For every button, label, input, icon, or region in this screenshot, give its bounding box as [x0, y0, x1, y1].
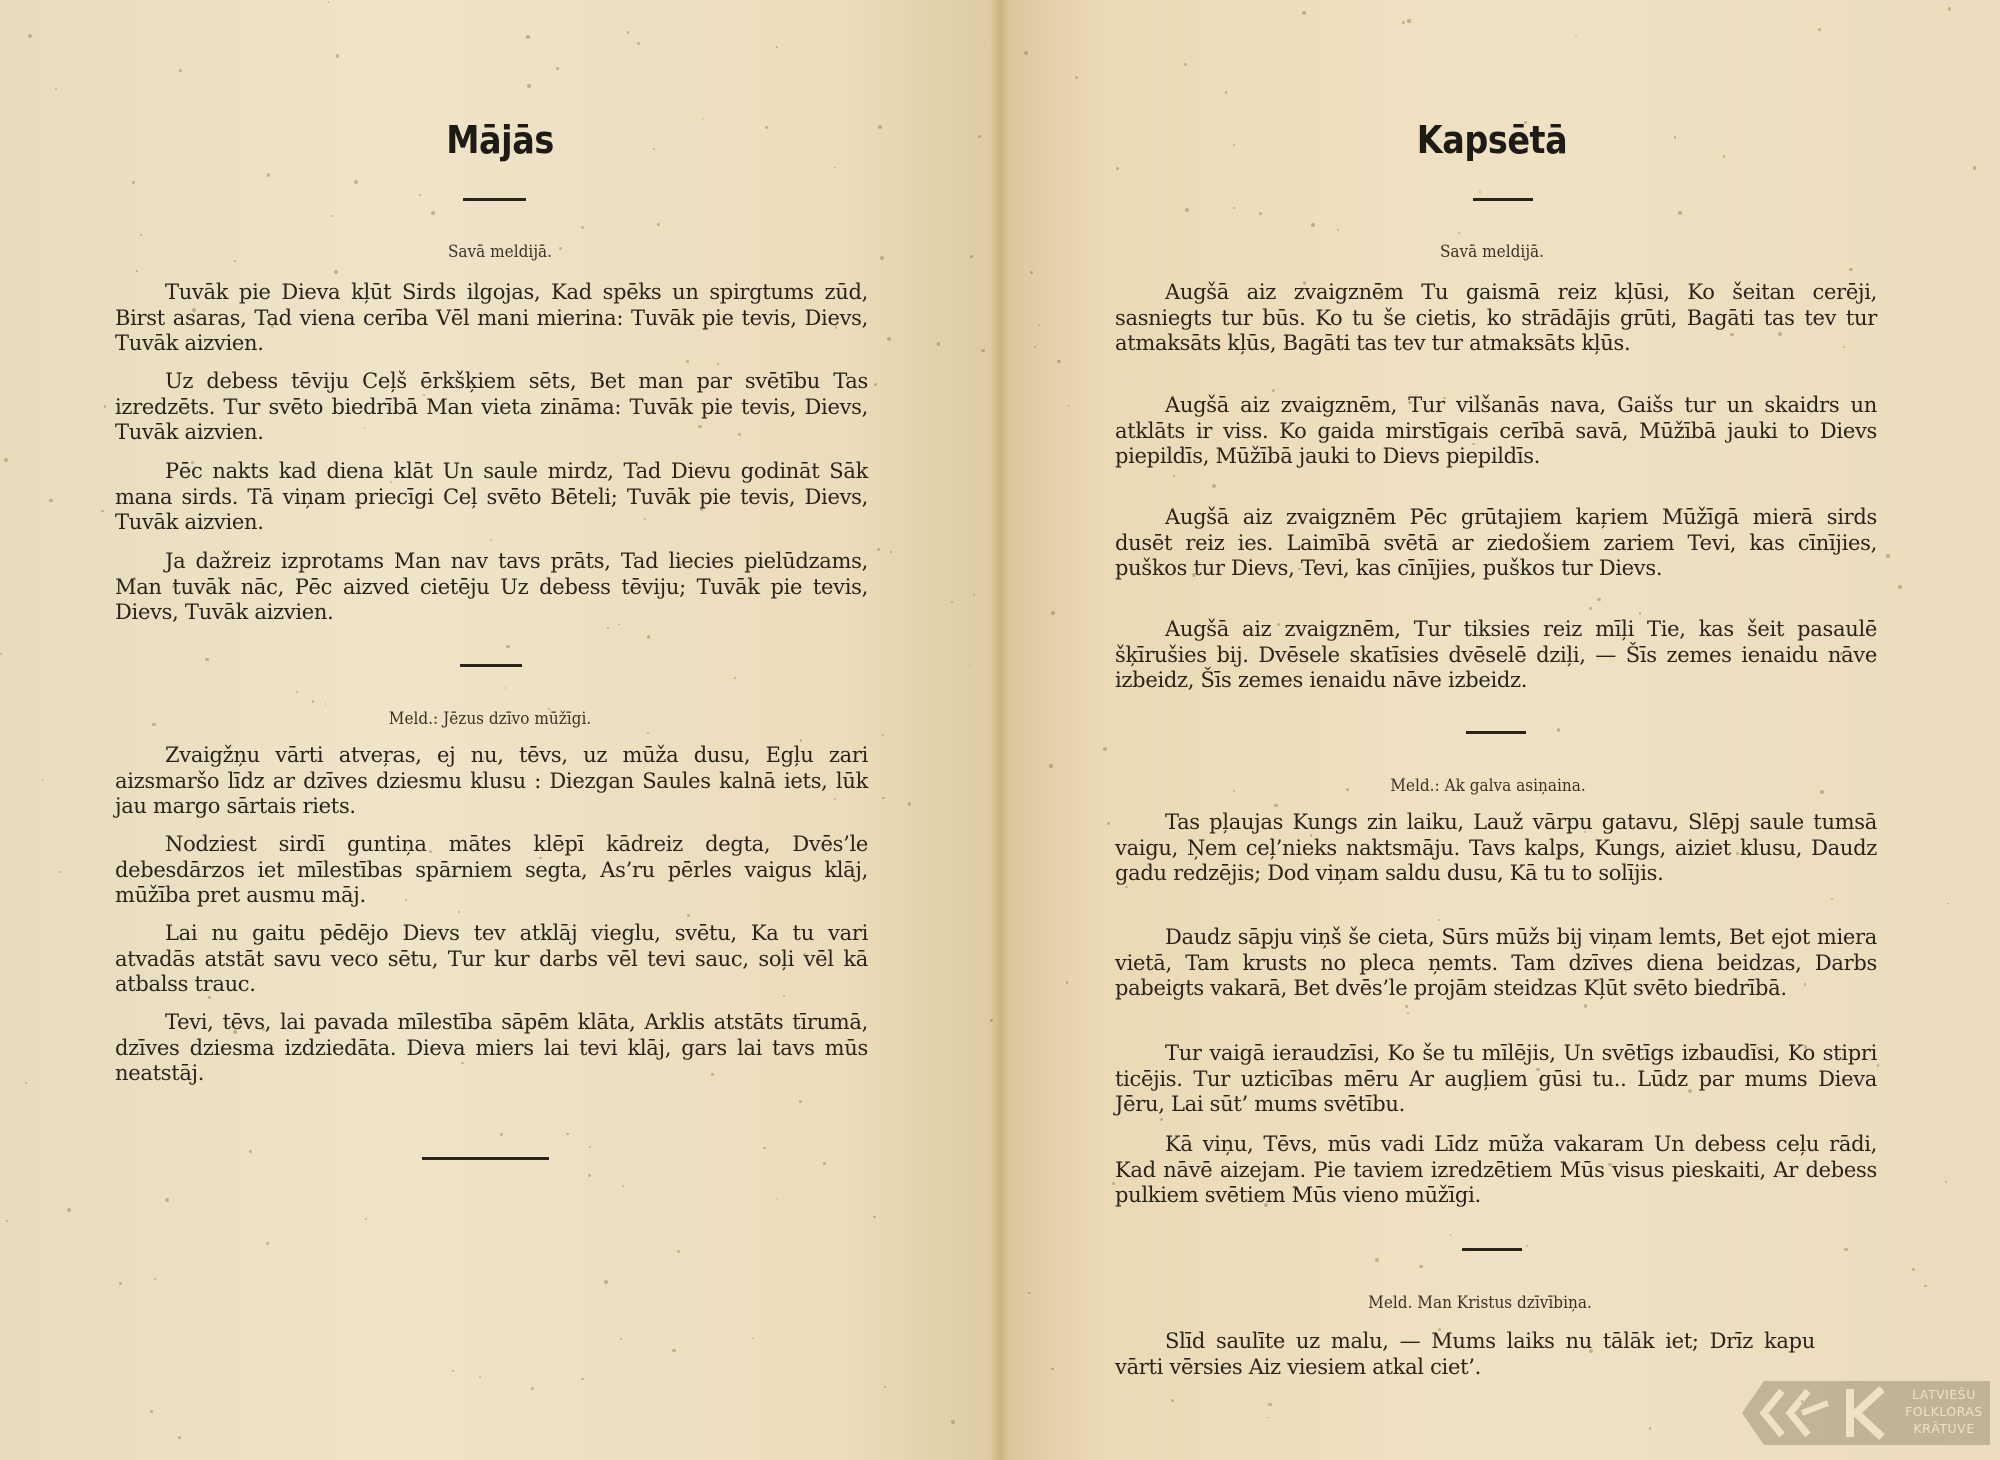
paper-speck — [698, 425, 701, 428]
paper-speck — [1779, 824, 1782, 827]
paper-speck — [1302, 11, 1306, 15]
section-rule — [460, 664, 522, 667]
paper-speck — [1625, 970, 1627, 972]
section-rule — [1466, 731, 1526, 734]
paper-speck — [677, 1250, 680, 1253]
paper-speck — [830, 786, 832, 788]
paper-speck — [419, 194, 421, 196]
paper-speck — [1068, 405, 1070, 407]
paper-speck — [452, 1370, 454, 1372]
paper-speck — [555, 963, 558, 966]
paper-speck — [734, 677, 736, 679]
paper-speck — [479, 1376, 481, 1378]
paper-speck — [1264, 1203, 1268, 1207]
paper-speck — [1407, 1012, 1409, 1014]
paper-speck — [908, 802, 911, 805]
paper-speck — [1843, 346, 1845, 348]
paper-speck — [1674, 136, 1676, 138]
paper-speck — [1233, 790, 1235, 792]
paper-speck — [1438, 1328, 1441, 1331]
paper-speck — [1184, 63, 1187, 66]
paper-speck — [672, 1349, 675, 1352]
stanza: Augšā aiz zvaigznēm, Tur vilšanās nava, Gaišs tur un skaidrs un atklāts ir viss. Ko gaida mirstīgais cerībā savā, Mūžībā jauki to Dievs piepildīs, Mūžībā jauki to Dievs piepildīs. — [1115, 393, 1877, 468]
stanza: Kā viņu, Tēvs, mūs vadi Līdz mūža vakaram Un debess ceļu rādi, Kad nāvē aizejam. Pie taviem izredzētiem Mūs visus pieskaiti, Ar debess pulkiem svētiem Mūs vieno mūžīgi. — [1115, 1132, 1877, 1207]
paper-speck — [1375, 1258, 1379, 1262]
paper-speck — [4, 458, 8, 462]
section-rule — [1462, 1248, 1522, 1251]
paper-speck — [566, 1133, 569, 1136]
paper-speck — [1212, 484, 1216, 488]
stanza: Nodziest sirdī guntiņa mātes klēpī kādreiz degta, Dvēs’le debesdārzos iet mīlestības spārniem segta, As’ru pērles vaigus klāj, mūžība pret ausmu māj. — [115, 832, 868, 907]
stanza: Tuvāk pie Dieva kļūt Sirds ilgojas, Kad spēks un spirgtums zūd, Birst asaras, Tad viena cerība Vēl mani mierina: Tuvāk pie tevis, Dievs, Tuvāk aizvien. — [115, 280, 868, 355]
paper-speck — [1584, 1004, 1587, 1007]
paper-speck — [1789, 960, 1791, 962]
paper-speck — [293, 477, 295, 479]
stanza: Slīd saulīte uz malu, — Mums laiks nu tālāk iet; Drīz kapu vārti vērsies Aiz viesiem atkal ciet’. — [1115, 1329, 1815, 1379]
paper-speck — [423, 394, 425, 396]
paper-speck — [1756, 1047, 1759, 1050]
melody-note: Savā meldijā. — [447, 242, 553, 262]
paper-speck — [355, 499, 359, 503]
paper-speck — [59, 871, 61, 873]
paper-speck — [1259, 212, 1262, 215]
paper-speck — [205, 658, 208, 661]
paper-speck — [702, 465, 704, 467]
title-rule — [463, 198, 526, 201]
paper-speck — [334, 270, 338, 274]
paper-speck — [800, 739, 802, 741]
paper-speck — [1419, 1265, 1422, 1268]
paper-speck — [1173, 475, 1175, 477]
paper-speck — [1051, 611, 1055, 615]
paper-speck — [803, 953, 805, 955]
paper-speck — [132, 181, 135, 184]
paper-speck — [178, 1436, 181, 1439]
paper-speck — [1103, 747, 1107, 751]
paper-speck — [150, 1410, 153, 1413]
paper-speck — [165, 1198, 169, 1202]
paper-speck — [653, 148, 655, 150]
paper-speck — [981, 349, 984, 352]
paper-speck — [1379, 292, 1382, 295]
paper-speck — [312, 700, 315, 703]
paper-speck — [990, 1019, 993, 1022]
paper-speck — [136, 270, 138, 272]
paper-speck — [1057, 360, 1061, 364]
paper-speck — [1877, 1064, 1880, 1067]
paper-speck — [620, 1338, 622, 1340]
paper-speck — [1536, 1068, 1539, 1071]
paper-speck — [208, 996, 210, 998]
paper-speck — [271, 325, 274, 328]
stanza: Augšā aiz zvaigznēm Tu gaismā reiz kļūsi, Ko šeitan cerēji, sasniegts tur būs. Ko tu še cietis, ko strādājis grūti, Bagāti tas tev tur atmaksāts kļūs, Bagāti tas tev tur atmaksāts kļūs. — [1115, 280, 1877, 355]
paper-speck — [1818, 28, 1821, 31]
paper-speck — [1456, 400, 1458, 402]
melody-note: Meld.: Jēzus dzīvo mūžīgi. — [388, 709, 592, 729]
stanza: Lai nu gaitu pēdējo Dievs tev atklāj vieglu, svētu, Ka tu vari atvadās atstāt savu veco sētu, Tur kur darbs vēl tevi sauc, soļi vēl kā atbalss trauc. — [115, 921, 868, 996]
paper-speck — [1107, 822, 1109, 824]
paper-speck — [364, 427, 366, 429]
paper-speck — [511, 720, 513, 722]
paper-speck — [884, 1386, 886, 1388]
paper-speck — [1849, 268, 1852, 271]
paper-speck — [1225, 91, 1227, 93]
logo-line: FOLKLORAS — [1905, 1404, 1983, 1419]
paper-speck — [156, 874, 159, 877]
paper-speck — [1185, 208, 1189, 212]
paper-speck — [1575, 36, 1577, 38]
paper-speck — [1125, 886, 1127, 888]
paper-speck — [880, 256, 884, 260]
paper-speck — [1277, 623, 1280, 626]
stanza: Augšā aiz zvaigznēm Pēc grūtajiem kaŗiem Mūžīgā mierā sirds dusēt reiz ies. Laimībā svētā ar ziedošiem zariem Tevi, kas cīnījies, puškos tur Dievs, Tevi, kas cīnījies, puškos tur Dievs. — [1115, 505, 1877, 580]
paper-speck — [49, 499, 52, 502]
stanza: Zvaigžņu vārti atveŗas, ej nu, tēvs, uz mūža dusu, Egļu zari aizsmaršo līdz ar dzīves dziesmu klusu : Diezgan Saules kalnā iets, lūk jau margo sārtais riets. — [115, 743, 868, 818]
stanza: Tevi, tēvs, lai pavada mīlestība sāpēm klāta, Arklis atstāts tīrumā, dzīves dziesma izdziedāta. Dieva miers lai tevi klāj, gars lai tavs mūs neatstāj. — [115, 1010, 868, 1085]
paper-speck — [67, 1208, 71, 1212]
paper-speck — [527, 84, 531, 88]
paper-speck — [1028, 1292, 1031, 1295]
paper-speck — [687, 914, 690, 917]
paper-speck — [1355, 938, 1358, 941]
paper-speck — [1973, 166, 1976, 169]
paper-speck — [1438, 919, 1440, 921]
stanza: Augšā aiz zvaigznēm, Tur tiksies reiz mīļi Tie, kas šeit pasaulē šķīrušies bij. Dvēsele skatīsies dvēselē dziļi, — Šīs zemes ienaidu nāve izbeidz, Šīs zemes ienaidu nāve izbeidz. — [1115, 617, 1877, 692]
melody-note: Meld.: Ak galva asiņaina. — [1390, 776, 1586, 796]
page-title-kapseta: Kapsētā — [1416, 118, 1568, 162]
paper-speck — [1407, 19, 1410, 22]
paper-speck — [1840, 652, 1843, 655]
paper-speck — [738, 433, 741, 436]
paper-speck — [1898, 585, 1902, 589]
paper-speck — [500, 1133, 503, 1136]
paper-speck — [506, 645, 509, 648]
melody-note: Meld. Man Kristus dzīvībiņa. — [1368, 1293, 1592, 1313]
paper-speck — [1736, 852, 1739, 855]
paper-speck — [119, 1282, 122, 1285]
paper-speck — [354, 180, 358, 184]
stanza: Uz debess tēviju Ceļš ērkšķiem sēts, Bet man par svētību Tas izredzēts. Tur svēto biedrībā Man vieta zināma: Tuvāk pie tevis, Dievs, Tuvāk aizvien. — [115, 369, 868, 444]
paper-speck — [1820, 790, 1823, 793]
paper-speck — [336, 54, 340, 58]
paper-speck — [1233, 144, 1235, 146]
paper-speck — [249, 1150, 252, 1153]
paper-speck — [1272, 389, 1275, 392]
paper-speck — [823, 1162, 826, 1165]
paper-speck — [1402, 777, 1404, 779]
paper-speck — [1408, 401, 1411, 404]
end-rule — [422, 1157, 549, 1160]
paper-speck — [1303, 281, 1306, 284]
archive-logo-watermark — [1742, 1381, 1990, 1445]
paper-speck — [1479, 191, 1481, 193]
title-rule — [1473, 198, 1533, 201]
paper-speck — [154, 1278, 156, 1280]
paper-speck — [951, 1420, 955, 1424]
paper-speck — [234, 260, 236, 262]
paper-speck — [172, 585, 175, 588]
paper-speck — [101, 510, 103, 512]
paper-speck — [1778, 332, 1782, 336]
logo-line: KRĀTUVE — [1913, 1421, 1975, 1436]
stanza: Ja dažreiz izprotams Man nav tavs prāts, Tad liecies pielūdzams, Man tuvāk nāc, Pēc aizved cietēju Uz debess tēviju; Tuvāk pie tevis, Dievs, Tuvāk aizvien. — [115, 549, 868, 624]
paper-speck — [1346, 788, 1349, 791]
page-fold — [990, 0, 1010, 1460]
logo-line: LATVIEŠU — [1912, 1387, 1976, 1402]
paper-speck — [1557, 728, 1560, 731]
paper-speck — [1804, 1045, 1807, 1048]
paper-speck — [581, 226, 584, 229]
paper-speck — [1116, 167, 1119, 170]
paper-speck — [644, 518, 646, 520]
stanza: Daudz sāpju viņš še cieta, Sūrs mūžs bij viņam lemts, Bet ejot miera vietā, Tam krusts no pleca ņemts. Tam dzīves diena beidzas, Darbs pabeigts vakarā, Bet dvēs’le projām steidzas Kļūt svēto biedrībā. — [1115, 925, 1877, 1000]
paper-speck — [1051, 1368, 1054, 1371]
paper-speck — [878, 125, 882, 129]
paper-speck — [152, 723, 155, 726]
paper-speck — [431, 211, 435, 215]
paper-speck — [1678, 211, 1682, 215]
paper-speck — [1233, 207, 1235, 209]
paper-speck — [1526, 1245, 1528, 1247]
paper-speck — [1310, 834, 1312, 836]
paper-speck — [192, 308, 196, 312]
stanza: Tas pļaujas Kungs zin laiku, Lauž vārpu gatavu, Slēpj saule tumsā vaigu, Ņem ceļ’nieks naktsmāju. Tavs kalps, Kungs, aiziet klusu, Daudz gadu redzējis; Dod viņam saldu dusu, Kā tu to solījis. — [1115, 810, 1877, 885]
paper-speck — [763, 1147, 766, 1150]
paper-speck — [1472, 443, 1474, 445]
paper-speck — [133, 577, 136, 580]
melody-note: Savā meldijā. — [1439, 242, 1545, 262]
paper-speck — [429, 850, 432, 853]
paper-speck — [416, 501, 419, 504]
paper-speck — [1505, 655, 1507, 657]
paper-speck — [1550, 1341, 1552, 1343]
paper-speck — [1049, 764, 1052, 767]
paper-speck — [405, 899, 407, 901]
paper-speck — [1584, 831, 1586, 833]
right-page — [1000, 0, 2000, 1460]
paper-speck — [28, 34, 32, 38]
paper-speck — [1589, 607, 1592, 610]
paper-speck — [783, 995, 785, 997]
paper-speck — [877, 548, 880, 551]
paper-speck — [1639, 612, 1642, 615]
paper-speck — [1034, 346, 1036, 348]
paper-speck — [978, 135, 981, 138]
paper-speck — [179, 69, 182, 72]
stanza: Tur vaigā ieraudzīsi, Ko še tu mīlējis, Un svētīgs izbaudīsi, Ko stipri ticējis. Tur uzticības mēru Ar augļiem gūsi tu.. Lūdz par mums Dieva Jēru, Lai sūt’ mums svētību. — [1115, 1041, 1877, 1116]
paper-speck — [1024, 51, 1028, 55]
paper-speck — [874, 383, 877, 386]
stanza: Pēc nakts kad diena klāt Un saule mirdz, Tad Dievu godināt Sāk mana sirds. Tā viņam priecīgi Ceļ svēto Bēteli; Tuvāk pie tevis, Dievs, Tuvāk aizvien. — [115, 459, 868, 534]
paper-speck — [890, 551, 892, 553]
page-title-majas: Mājās — [446, 118, 554, 162]
